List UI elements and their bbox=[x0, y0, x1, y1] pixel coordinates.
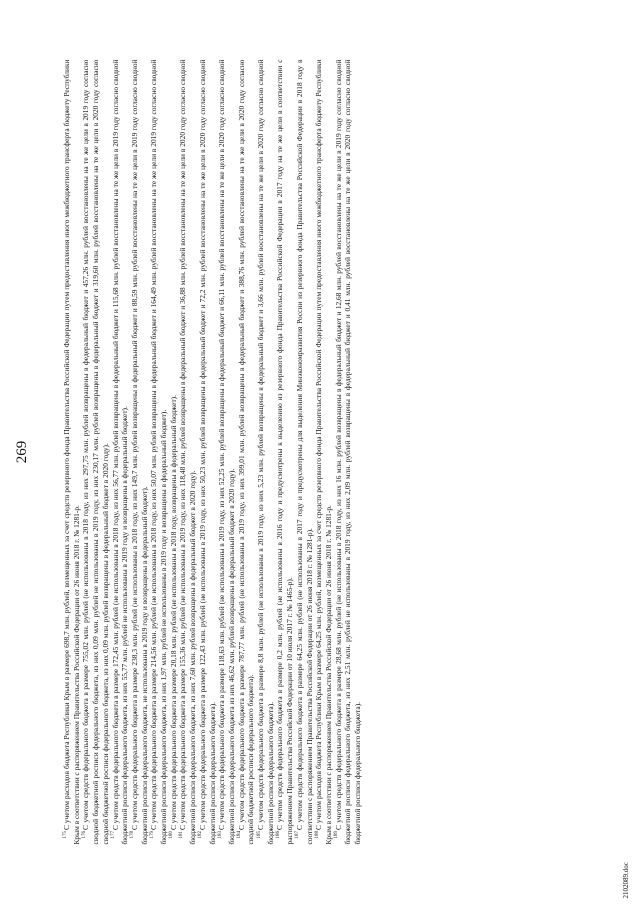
footnote bbox=[237, 60, 256, 845]
footnote-text: С учетом средств федерального бюджета в размере 28,68 млн. рублей (не использованы в 2018 году, из них 16 млн. рублей возвращены в федеральный бюджет и 12,68 млн. рублей восстановлены на те же цели в 2019 году согласно сводной бюджетной росписи федерального бюджета, из них 2,51 млн. рублей не использованы в 2019 году, из них 2,09 млн. рублей возвращены в федеральный бюджет и 0,41 млн. рублей восстановлены на те же цели в 2020 году согласно сводной бюджетной росписи федерального бюджета). bbox=[333, 59, 363, 845]
footnote bbox=[314, 60, 333, 845]
footnote-mark: 189 bbox=[334, 831, 340, 839]
footnote bbox=[334, 60, 363, 845]
footnote-text: С учетом средств федерального бюджета в размере 64,25 млн. рублей (не использованы в 2017 году и предусмотрены для выделения Минэкономразвития России из резервного фонда Правительства Российской Федерации в 2018 году в соответствии с распоряжением Правительства Российской Федерации от 26 июня 2018 г. № 1281-р). bbox=[294, 59, 314, 845]
footnote-text: С учетом расходов бюджета Республики Крым в размере 64,25 млн. рублей, возмещенных за счет средств резервного фонда Правительства Российской Федерации путем предоставления иного межбюджетного трансферта бюджету Республики Крым в соответствии с распоряжением Правительства Российской Федерации от 26 июня 2018 г. № 1281-р. bbox=[314, 59, 333, 845]
footnote bbox=[62, 60, 81, 845]
page-number: 269 bbox=[14, 440, 30, 464]
footnote-mark: 177 bbox=[111, 831, 117, 839]
document-code: 2102089.doc bbox=[622, 862, 630, 899]
footnote-text: С учетом средств федерального бюджета в размере 155,36 млн. рублей (не использованы в 2019 году, из них 118,48 млн. рублей возвращены в федеральный бюджет и 36,88 млн. рублей восстановлены на те же цели в 2020 году согласно сводной бюджетной росписи федерального бюджета, из них 7,60 млн. рублей возвращены в федеральный бюджет в 2020 году). bbox=[178, 59, 198, 845]
footnote bbox=[217, 60, 236, 845]
footnote-text: С учетом средств федерального бюджета в размере 787,77 млн. рублей (не использованы в 2019 году, из них 399,01 млн. рублей возвращены в федеральный бюджет и 388,76 млн. рублей восстановлены на те же цели в 2020 году согласно сводной бюджетной росписи федерального бюджета). bbox=[236, 59, 256, 845]
footnote bbox=[295, 60, 314, 845]
footnote-mark: 179 bbox=[149, 831, 155, 839]
footnote-text: С учетом средств федерального бюджета в размере 172,45 млн. рублей (не использованы в 2018 году, из них 56,77 млн. рублей возвращены в федеральный бюджет и 115,68 млн. рублей восстановлены на те же цели в 2019 году согласно сводной бюджетной росписи федерального бюджета, из них 55,77 млн. рублей не использованы в 2019 году и возвращены в федеральный бюджет). bbox=[110, 59, 130, 845]
footnote-text: С учетом средств федерального бюджета в размере 8,8 млн. рублей (не использованы в 2019 году, из них 5,23 млн. рублей возвращены в федеральный бюджет и 3,66 млн. рублей восстановлены на те же цели в 2020 году согласно сводной бюджетной росписи федерального бюджета). bbox=[256, 59, 275, 845]
footnote-mark: 188 bbox=[314, 831, 320, 839]
footnote-mark: 183 bbox=[217, 831, 223, 839]
footnote-text: С учетом расходов бюджета Республики Крым в размере 698,7 млн. рублей, возмещенных за счет средств резервного фонда Правительства Российской Федерации путем предоставления иного межбюджетного трансферта бюджету Республики Крым в соответствии с распоряжением Правительства Российской Федерации от 26 июня 2018 г. № 1281-р. bbox=[62, 59, 81, 845]
footnote bbox=[256, 60, 275, 845]
footnotes-list bbox=[62, 60, 363, 845]
footnote-text: С учетом средств федерального бюджета в размере 122,43 млн. рублей (не использованы в 2019 году, из них 50,23 млн. рублей возвращены в федеральный бюджет и 72,2 млн. рублей восстановлены на те же цели в 2020 году согласно сводной бюджетной росписи федерального бюджета). bbox=[197, 59, 217, 845]
footnote-mark: 180 bbox=[169, 831, 175, 839]
footnote-text: С учетом средств федерального бюджета в размере 755,02 млн. рублей (не использованы в 2018 году, из них 297,75 млн. рублей возвращены в федеральный бюджет и 457,26 млн. рублей восстановлены на те же цели в 2019 году согласно сводной бюджетной росписи федерального бюджета, из них 0,09 млн. рублей не использованы в 2019 году, из них 230,17 млн. рублей возвращены в федеральный бюджет и 319,60 млн. рублей восстановлены на те же цели в 2020 году согласно сводной бюджетной росписи федерального бюджета, из них 0,09 млн. рублей возвращены в федеральный бюджет в 2020 году). bbox=[81, 59, 110, 845]
footnote bbox=[178, 60, 197, 845]
footnote bbox=[275, 60, 294, 845]
footnote-text: С учетом средств федерального бюджета в размере 118,63 млн. рублей (не использованы в 2019 году, из них 52,25 млн. рублей возвращены в федеральный бюджет и 66,11 млн. рублей восстановлены на те же цели в 2020 году согласно сводной бюджетной росписи федерального бюджета из них 46,62 млн. рублей возвращены в федеральный бюджет в 2020 году). bbox=[217, 59, 236, 845]
footnote bbox=[130, 60, 149, 845]
footnote-mark: 184 bbox=[237, 831, 243, 839]
footnote-mark: 186 bbox=[276, 831, 281, 839]
footnote-mark: 185 bbox=[256, 831, 262, 839]
footnote-text: С учетом средств федерального бюджета в размере 20,18 млн. рублей (не использованы в 2018 году, возвращены в федеральный бюджет). bbox=[168, 395, 178, 830]
footnote-text: С учетом средств федерального бюджета в размере 238,3 млн. рублей (не использованы в 2018 году, из них 149,7 млн. рублей возвращены в федеральный бюджет и 88,59 млн. рублей восстановлены на те же цели в 2019 году согласно сводной бюджетной росписи федерального бюджета, не использованы в 2019 году и возвращены в федеральный бюджет). bbox=[129, 59, 149, 845]
footnote-text: С учетом средств федерального бюджета в размере 0,2 млн. рублей (не использованы в 2016 году и предусмотрены к выделению из резервного фонда Правительства Российской Федерации в 2017 году на те же цели в соответствии с распоряжением Правительства Российской Федерации от 10 июля 2017 г. № 1465-р). bbox=[275, 59, 295, 845]
footnote-mark: 187 bbox=[295, 831, 301, 839]
footnote bbox=[111, 60, 130, 845]
footnote-mark: 176 bbox=[81, 831, 87, 839]
footnote bbox=[149, 60, 168, 845]
footnote bbox=[169, 60, 179, 845]
footnote bbox=[81, 60, 110, 845]
footnote-mark: 182 bbox=[198, 831, 204, 839]
footnote bbox=[198, 60, 217, 845]
footnote-mark: 181 bbox=[178, 831, 184, 839]
footnote-mark: 175 bbox=[62, 831, 68, 839]
footnote-mark: 178 bbox=[130, 831, 136, 839]
footnote-text: С учетом средств федерального бюджета в размере 214,56 млн. рублей (не использованы в 2018 году, из них 50,07 млн. рублей возвращены в федеральный бюджет и 164,49 млн. рублей восстановлены на те же цели в 2019 году согласно сводной бюджетной росписи федерального бюджета, из них 1,97 млн. рублей не использованы в 2019 году и возвращены в федеральный бюджет). bbox=[149, 59, 169, 845]
